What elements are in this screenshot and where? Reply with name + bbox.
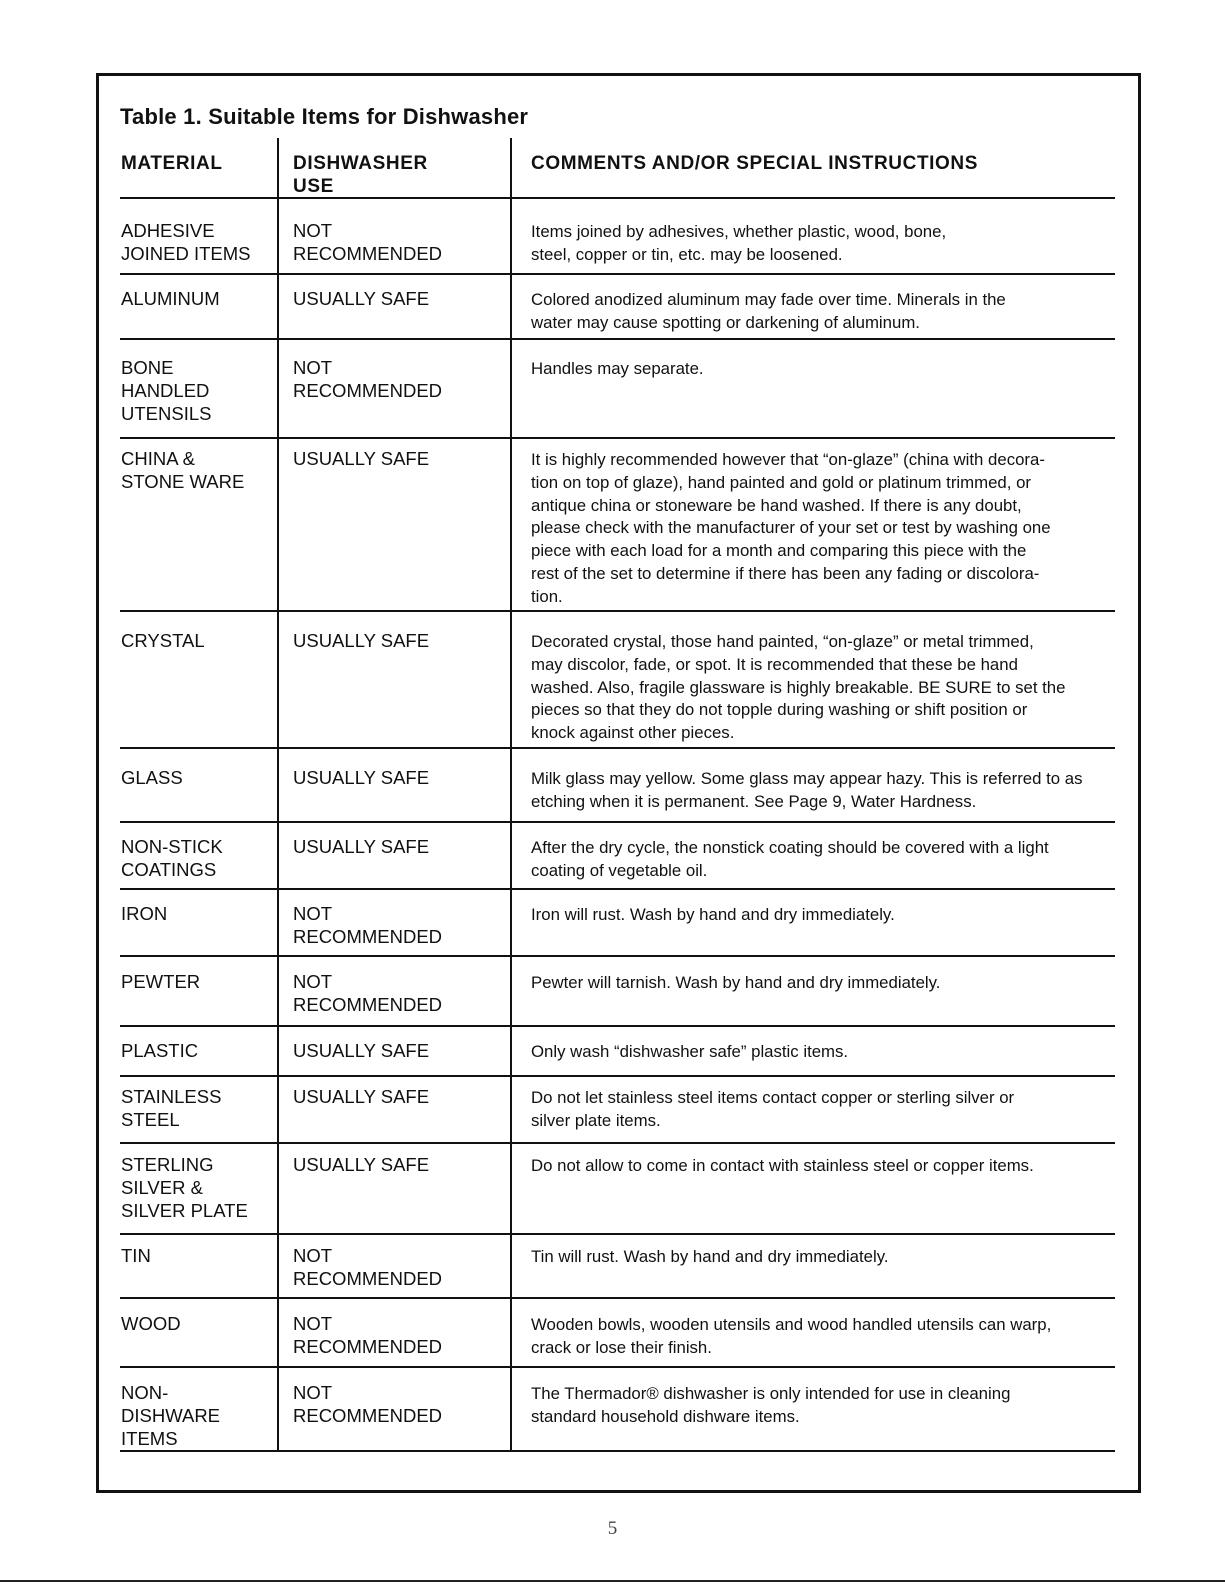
comments-cell [531, 768, 1083, 814]
comments-cell-line: Do not let stainless steel items contact copper or sterling silver or [531, 1088, 1015, 1107]
row-rule [120, 338, 1115, 340]
comments-cell-line: crack or lose their finish. [531, 1337, 712, 1357]
row-rule [120, 273, 1115, 275]
row-rule [120, 1025, 1115, 1027]
dishwasher-use-cell [293, 1382, 442, 1428]
page-bottom-rule [0, 1580, 1225, 1582]
comments-cell [531, 221, 946, 267]
dishwasher-use-cell-line: USUALLY SAFE [293, 836, 430, 857]
comments-cell-line: pieces so that they do not topple during washing or shift position or [531, 700, 1028, 720]
comments-cell [531, 837, 1049, 883]
material-cell-line: DISHWARE [121, 1404, 221, 1426]
material-cell-line: NON-STICK [121, 836, 223, 857]
material-cell [121, 220, 251, 266]
dishwasher-use-cell-line: USUALLY SAFE [293, 630, 430, 651]
comments-cell-line: Pewter will tarnish. Wash by hand and dry immediately. [531, 973, 941, 992]
column-divider-2 [510, 138, 512, 1451]
comments-cell [531, 1314, 1051, 1360]
material-cell-line: STERLING [121, 1154, 214, 1175]
header-dishwasher-use-line1: DISHWASHER [293, 153, 428, 174]
material-cell-line: TIN [121, 1245, 151, 1266]
header-material: MATERIAL [121, 153, 223, 174]
table-title: Table 1. Suitable Items for Dishwasher [120, 104, 529, 129]
comments-cell [531, 449, 1051, 609]
comments-cell-line: coating of vegetable oil. [531, 860, 708, 880]
material-cell [121, 767, 183, 790]
dishwasher-use-cell-line: USUALLY SAFE [293, 1040, 430, 1061]
dishwasher-use-cell [293, 1245, 442, 1291]
dishwasher-use-cell [293, 630, 429, 653]
material-cell [121, 903, 167, 926]
dishwasher-use-cell [293, 448, 429, 471]
dishwasher-use-cell-line: RECOMMENDED [293, 379, 443, 401]
dishwasher-use-cell-line: USUALLY SAFE [293, 448, 430, 469]
material-cell-line: BONE [121, 357, 174, 378]
dishwasher-use-cell-line: USUALLY SAFE [293, 288, 430, 309]
comments-cell-line: tion. [531, 586, 563, 606]
material-cell-line: GLASS [121, 767, 183, 788]
dishwasher-use-cell-line: NOT [293, 971, 333, 992]
material-cell-line: CHINA & [121, 448, 196, 469]
row-rule [120, 888, 1115, 890]
comments-cell-line: Do not allow to come in contact with stainless steel or copper items. [531, 1156, 1034, 1175]
dishwasher-use-cell-line: USUALLY SAFE [293, 767, 430, 788]
dishwasher-use-cell-line: NOT [293, 903, 333, 924]
material-cell [121, 1086, 221, 1132]
comments-cell-line: standard household dishware items. [531, 1406, 800, 1426]
dishwasher-use-cell [293, 357, 442, 403]
comments-cell-line: The Thermador® dishwasher is only intended for use in cleaning [531, 1384, 1011, 1403]
material-cell-line: STEEL [121, 1108, 180, 1130]
material-cell-line: WOOD [121, 1313, 181, 1334]
comments-cell [531, 631, 1065, 745]
comments-cell-line: silver plate items. [531, 1110, 661, 1130]
row-rule [120, 437, 1115, 439]
row-rule [120, 1142, 1115, 1144]
comments-cell [531, 289, 1006, 335]
comments-cell-line: Milk glass may yellow. Some glass may appear hazy. This is referred to as [531, 769, 1083, 788]
dishwasher-use-cell-line: NOT [293, 1313, 333, 1334]
dishwasher-use-cell-line: USUALLY SAFE [293, 1154, 430, 1175]
column-divider-1 [277, 138, 279, 1451]
material-cell-line: STAINLESS [121, 1086, 222, 1107]
material-cell [121, 1313, 181, 1336]
page-number: 5 [607, 1518, 618, 1539]
comments-cell-line: Items joined by adhesives, whether plastic, wood, bone, [531, 222, 947, 241]
comments-cell-line: Only wash “dishwasher safe” plastic items. [531, 1042, 849, 1061]
row-rule [120, 1297, 1115, 1299]
comments-cell-line: It is highly recommended however that “on-glaze” (china with decora- [531, 450, 1045, 469]
material-cell-line: PEWTER [121, 971, 201, 992]
comments-cell-line: Iron will rust. Wash by hand and dry immediately. [531, 905, 895, 924]
dishwasher-use-cell-line: NOT [293, 220, 333, 241]
dishwasher-use-cell [293, 1086, 429, 1109]
dishwasher-use-cell [293, 1040, 429, 1063]
comments-cell [531, 1087, 1014, 1133]
comments-cell-line: antique china or stoneware be hand washed. If there is any doubt, [531, 495, 1022, 515]
comments-cell [531, 904, 895, 927]
comments-cell-line: water may cause spotting or darkening of aluminum. [531, 312, 920, 332]
material-cell-line: STONE WARE [121, 470, 245, 492]
comments-cell-line: rest of the set to determine if there has been any fading or discolora- [531, 563, 1040, 583]
dishwasher-use-cell-line: RECOMMENDED [293, 993, 443, 1015]
comments-cell-line: Colored anodized aluminum may fade over time. Minerals in the [531, 290, 1006, 309]
header-rule [120, 197, 1115, 199]
material-cell [121, 630, 205, 653]
dishwasher-use-cell-line: NOT [293, 1245, 333, 1266]
material-cell-line: SILVER & [121, 1176, 203, 1198]
dishwasher-use-cell [293, 903, 442, 949]
material-cell [121, 1154, 248, 1222]
comments-cell [531, 1246, 889, 1269]
dishwasher-use-cell [293, 288, 429, 311]
header-comments: COMMENTS AND/OR SPECIAL INSTRUCTIONS [531, 153, 979, 174]
comments-cell-line: washed. Also, fragile glassware is highly breakable. BE SURE to set the [531, 677, 1066, 697]
comments-cell-line: knock against other pieces. [531, 723, 735, 743]
material-cell-line: ITEMS [121, 1427, 178, 1449]
comments-cell-line: After the dry cycle, the nonstick coating should be covered with a light [531, 838, 1049, 857]
material-cell-line: PLASTIC [121, 1040, 199, 1061]
dishwasher-use-cell [293, 767, 429, 790]
material-cell-line: JOINED ITEMS [121, 242, 251, 264]
dishwasher-use-cell-line: RECOMMENDED [293, 1404, 443, 1426]
comments-cell-line: piece with each load for a month and comparing this piece with the [531, 541, 1027, 561]
material-cell [121, 971, 200, 994]
row-rule [120, 747, 1115, 749]
material-cell-line: HANDLED [121, 379, 210, 401]
comments-cell-line: please check with the manufacturer of your set or test by washing one [531, 518, 1051, 538]
dishwasher-use-cell [293, 1313, 442, 1359]
row-rule [120, 1233, 1115, 1235]
material-cell-line: IRON [121, 903, 168, 924]
dishwasher-use-cell-line: RECOMMENDED [293, 925, 443, 947]
comments-cell-line: Tin will rust. Wash by hand and dry immediately. [531, 1247, 889, 1266]
dishwasher-use-cell [293, 836, 429, 859]
comments-cell-line: may discolor, fade, or spot. It is recommended that these be hand [531, 654, 1018, 674]
comments-cell [531, 1155, 1034, 1178]
dishwasher-use-cell [293, 971, 442, 1017]
material-cell-line: UTENSILS [121, 402, 212, 424]
comments-cell [531, 1383, 1010, 1429]
row-rule [120, 1450, 1115, 1452]
row-rule [120, 610, 1115, 612]
comments-cell-line: steel, copper or tin, etc. may be loosened. [531, 244, 843, 264]
material-cell [121, 288, 220, 311]
material-cell-line: ADHESIVE [121, 220, 215, 241]
row-rule [120, 821, 1115, 823]
row-rule [120, 1075, 1115, 1077]
comments-cell [531, 1041, 848, 1064]
material-cell-line: ALUMINUM [121, 288, 220, 309]
dishwasher-use-cell [293, 1154, 429, 1177]
comments-cell-line: Decorated crystal, those hand painted, “on-glaze” or metal trimmed, [531, 632, 1034, 651]
material-cell [121, 1040, 198, 1063]
comments-cell-line: etching when it is permanent. See Page 9, Water Hardness. [531, 791, 977, 811]
comments-cell [531, 972, 940, 995]
material-cell [121, 1382, 220, 1450]
material-cell [121, 357, 211, 425]
dishwasher-use-cell-line: USUALLY SAFE [293, 1086, 430, 1107]
dishwasher-use-cell-line: RECOMMENDED [293, 1267, 443, 1289]
comments-cell-line: Handles may separate. [531, 359, 704, 378]
material-cell-line: NON- [121, 1382, 169, 1403]
header-dishwasher-use [293, 152, 428, 198]
comments-cell [531, 358, 704, 381]
dishwasher-use-cell-line: NOT [293, 357, 333, 378]
dishwasher-use-cell [293, 220, 442, 266]
material-cell-line: COATINGS [121, 858, 217, 880]
comments-cell-line: tion on top of glaze), hand painted and gold or platinum trimmed, or [531, 472, 1032, 492]
material-cell-line: SILVER PLATE [121, 1199, 248, 1221]
dishwasher-use-cell-line: RECOMMENDED [293, 242, 443, 264]
material-cell [121, 448, 244, 494]
comments-cell-line: Wooden bowls, wooden utensils and wood handled utensils can warp, [531, 1315, 1052, 1334]
row-rule [120, 1366, 1115, 1368]
header-dishwasher-use-line2: USE [293, 176, 334, 197]
material-cell-line: CRYSTAL [121, 630, 205, 651]
material-cell [121, 1245, 151, 1268]
dishwasher-use-cell-line: RECOMMENDED [293, 1335, 443, 1357]
row-rule [120, 955, 1115, 957]
material-cell [121, 836, 223, 882]
dishwasher-use-cell-line: NOT [293, 1382, 333, 1403]
